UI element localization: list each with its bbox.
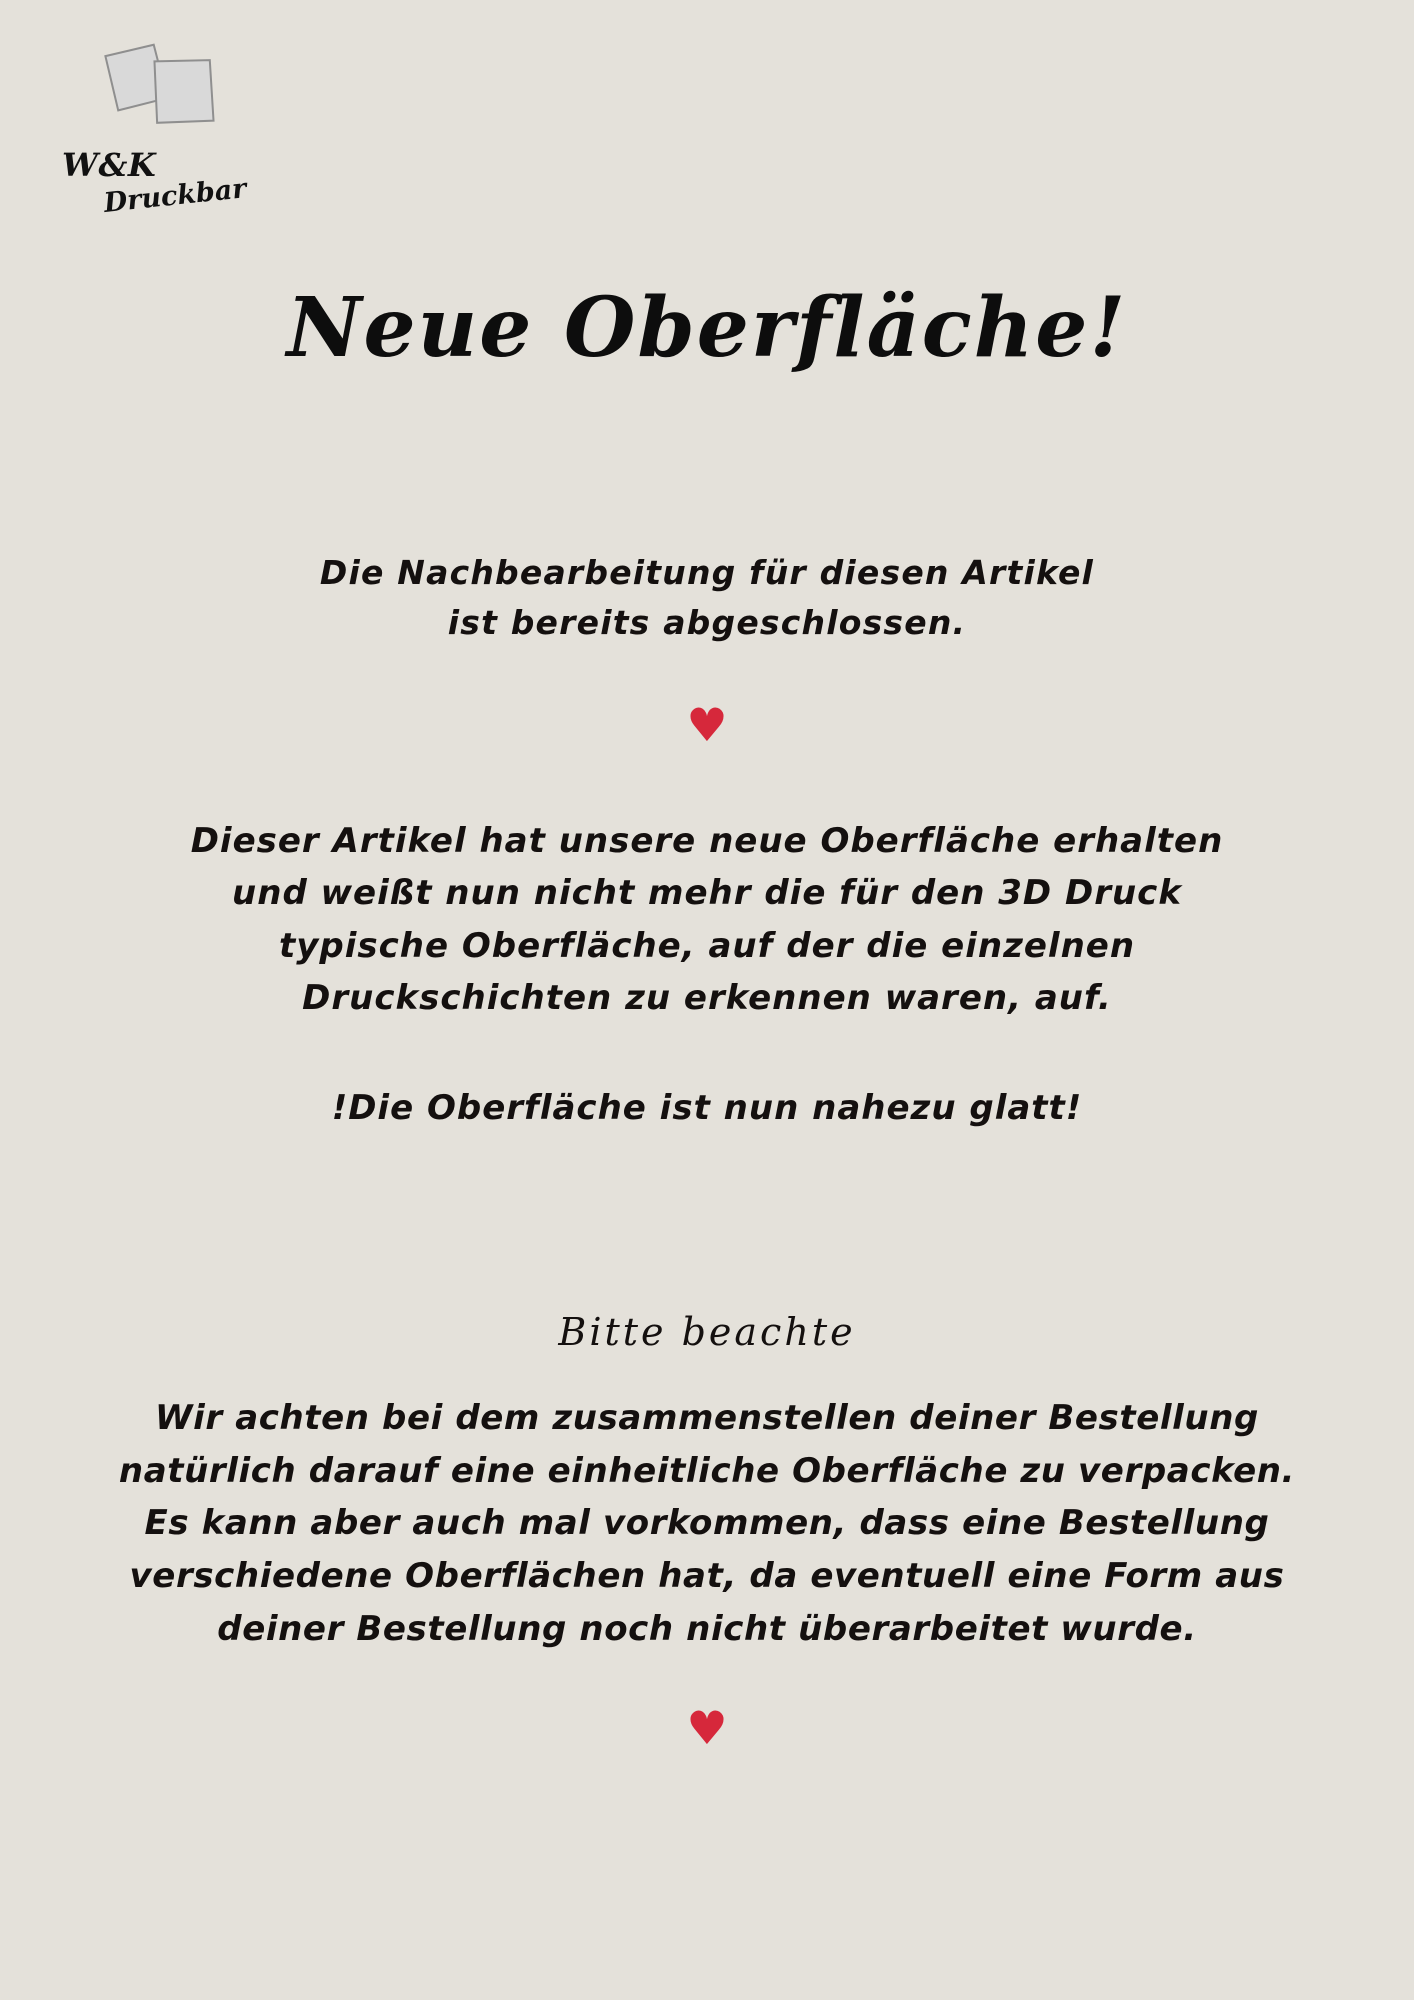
heart-icon-divider-bottom: ♥ bbox=[686, 1701, 728, 1755]
note-line-5: deiner Bestellung noch nicht überarbeitet wurde. bbox=[217, 1608, 1197, 1649]
page-title: Neue Oberfläche! bbox=[286, 280, 1128, 376]
intro-line-1: Die Nachbearbeitung für diesen Artikel bbox=[319, 553, 1095, 592]
brand-name: W&K bbox=[62, 146, 157, 184]
main-text bbox=[0, 815, 1414, 1024]
note-title: Bitte beachte bbox=[558, 1310, 856, 1354]
brand-logo bbox=[52, 38, 248, 219]
note-line-4: verschiedene Oberflächen hat, da eventuell eine Form aus bbox=[129, 1556, 1285, 1597]
heart-icon-divider-top: ♥ bbox=[686, 698, 728, 752]
main-line-1: Dieser Artikel hat unsere neue Oberfläche erhalten bbox=[190, 821, 1224, 861]
emphasis-text: !Die Oberfläche ist nun nahezu glatt! bbox=[331, 1088, 1083, 1128]
note-line-3: Es kann aber auch mal vorkommen, dass eine Bestellung bbox=[144, 1503, 1270, 1544]
main-line-2: und weißt nun nicht mehr die für den 3D Druck bbox=[232, 873, 1182, 914]
main-line-3: typische Oberfläche, auf der die einzelnen bbox=[278, 925, 1136, 966]
intro-text bbox=[0, 548, 1414, 648]
brand-subtitle: Druckbar bbox=[102, 173, 248, 219]
main-line-4: Druckschichten zu erkennen waren, auf. bbox=[302, 978, 1112, 1019]
note-line-1: Wir achten bei dem zusammenstellen deiner Bestellung bbox=[155, 1398, 1259, 1438]
intro-line-2: ist bereits abgeschlossen. bbox=[447, 603, 967, 643]
note-line-2: natürlich darauf eine einheitliche Oberfläche zu verpacken. bbox=[118, 1450, 1296, 1491]
note-text bbox=[0, 1392, 1414, 1655]
